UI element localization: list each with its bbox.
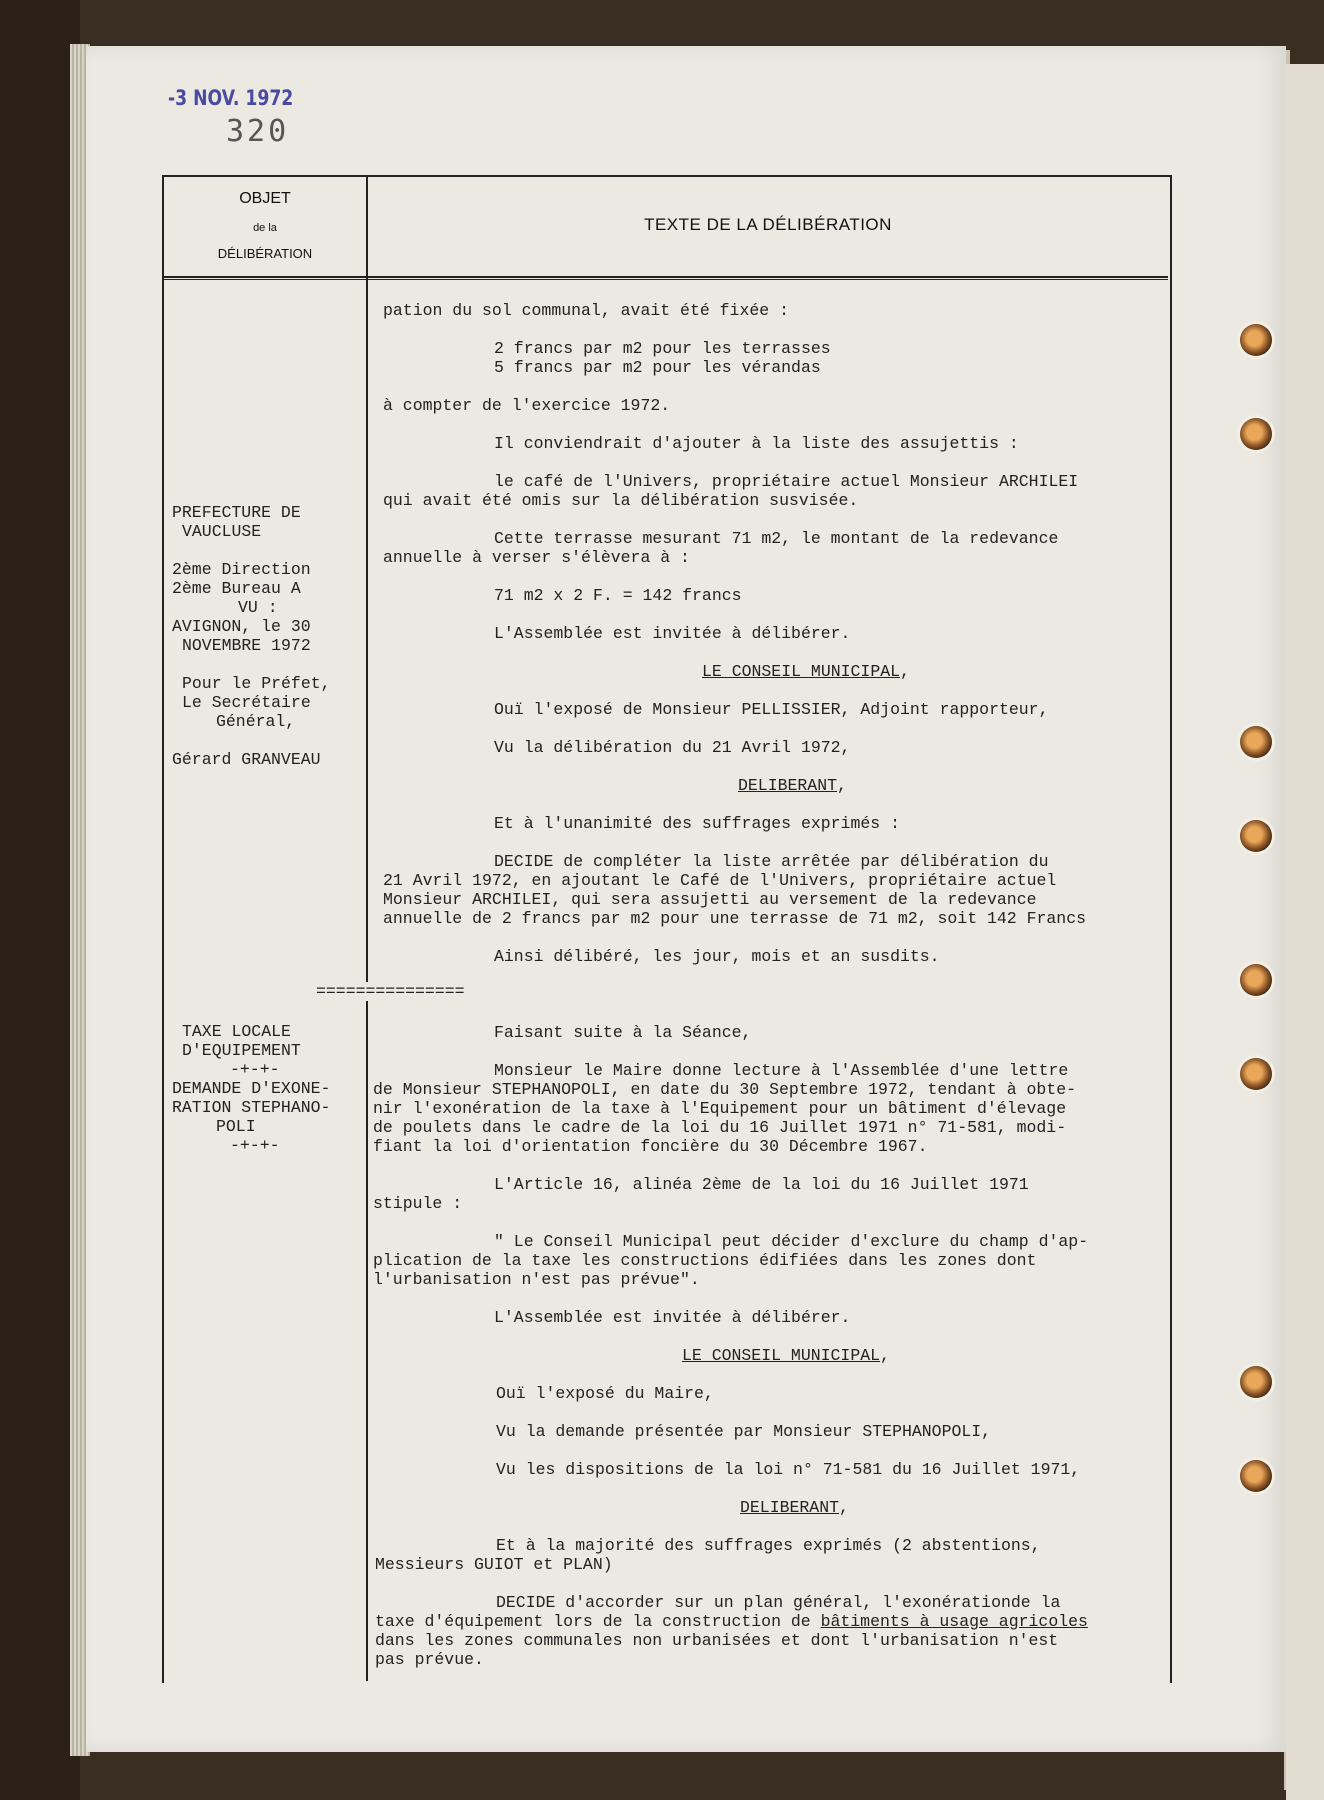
section-separator: =============== [316, 982, 465, 1001]
header-objet: OBJET [239, 190, 291, 207]
punch-hole [1240, 1058, 1272, 1090]
margin-text: Pour le Préfet, [182, 674, 331, 693]
deliberant-heading-text: DELIBERANT [740, 1498, 840, 1517]
margin-text: Général, [216, 712, 296, 731]
body-line: pas prévue. [375, 1650, 484, 1669]
body-line: L'Article 16, alinéa 2ème de la loi du 16 Juillet 1971 [494, 1175, 1029, 1194]
deliberant-heading [740, 1498, 849, 1517]
body-line: L'Assemblée est invitée à délibérer. [494, 624, 851, 643]
council-heading-text: LE CONSEIL MUNICIPAL [682, 1346, 881, 1365]
body-line: Cette terrasse mesurant 71 m2, le montant de la redevance [494, 529, 1059, 548]
body-line: Vu les dispositions de la loi n° 71-581 du 16 Juillet 1971, [496, 1460, 1081, 1479]
next-page-edge [1286, 64, 1324, 1800]
date-stamp: -3 NOV. 1972 [168, 86, 294, 110]
council-heading [682, 1346, 890, 1365]
body-line: de Monsieur STEPHANOPOLI, en date du 30 Septembre 1972, tendant à obte- [373, 1080, 1077, 1099]
body-line: Il conviendrait d'ajouter à la liste des assujettis : [494, 434, 1019, 453]
body-line: 5 francs par m2 pour les vérandas [494, 358, 821, 377]
body-line [375, 1612, 1088, 1631]
punch-hole [1240, 324, 1272, 356]
body-line: 21 Avril 1972, en ajoutant le Café de l'Univers, propriétaire actuel [383, 871, 1057, 890]
header-de-la: de la [253, 222, 277, 234]
page-number-stamp: 320 [226, 114, 290, 149]
council-heading [702, 662, 910, 681]
punch-hole [1240, 1460, 1272, 1492]
body-line: annuelle à verser s'élèvera à : [383, 548, 690, 567]
margin-decoration: -+-+- [230, 1060, 280, 1079]
deliberant-heading [738, 776, 847, 795]
margin-decoration: -+-+- [230, 1136, 280, 1155]
margin-text: POLI [216, 1117, 256, 1136]
body-line: dans les zones communales non urbanisées et dont l'urbanisation n'est [375, 1631, 1059, 1650]
body-line: Et à l'unanimité des suffrages exprimés : [494, 814, 900, 833]
body-line: Monsieur le Maire donne lecture à l'Assemblée d'une lettre [494, 1061, 1069, 1080]
body-line: Faisant suite à la Séance, [494, 1023, 752, 1042]
punch-hole [1240, 418, 1272, 450]
body-line: annuelle de 2 francs par m2 pour une terrasse de 71 m2, soit 142 Francs [383, 909, 1087, 928]
margin-text: RATION STEPHANO- [172, 1098, 331, 1117]
body-line: Ainsi délibéré, les jour, mois et an susdits. [494, 947, 940, 966]
punch-hole [1240, 726, 1272, 758]
margin-text: 2ème Bureau A [172, 579, 301, 598]
body-line: à compter de l'exercice 1972. [383, 396, 671, 415]
body-line: Messieurs GUIOT et PLAN) [375, 1555, 613, 1574]
body-line: plication de la taxe les constructions édifiées dans les zones dont [373, 1251, 1037, 1270]
body-line: 71 m2 x 2 F. = 142 francs [494, 586, 742, 605]
council-heading-comma: , [880, 1346, 890, 1365]
punch-hole [1240, 820, 1272, 852]
body-line: L'Assemblée est invitée à délibérer. [494, 1308, 851, 1327]
margin-text: AVIGNON, le 30 [172, 617, 311, 636]
margin-text: TAXE LOCALE [182, 1022, 291, 1041]
council-heading-text: LE CONSEIL MUNICIPAL [702, 662, 901, 681]
column-divider [366, 177, 368, 1681]
margin-text: DEMANDE D'EXONE- [172, 1079, 331, 1098]
binder-background [0, 0, 80, 1800]
margin-text: VAUCLUSE [182, 522, 262, 541]
deliberant-heading-comma: , [839, 1498, 849, 1517]
underlined-phrase: bâtiments à usage agricoles [820, 1612, 1088, 1631]
body-line: DECIDE de compléter la liste arrêtée par délibération du [494, 852, 1049, 871]
body-line: stipule : [373, 1194, 463, 1213]
body-line: Ouï l'exposé de Monsieur PELLISSIER, Adjoint rapporteur, [494, 700, 1049, 719]
body-line: Monsieur ARCHILEI, qui sera assujetti au versement de la redevance [383, 890, 1037, 909]
body-line: de poulets dans le cadre de la loi du 16 Juillet 1971 n° 71-581, modi- [373, 1118, 1067, 1137]
margin-text: D'EQUIPEMENT [182, 1041, 301, 1060]
punch-hole [1240, 1366, 1272, 1398]
margin-text: PREFECTURE DE [172, 503, 301, 522]
body-line: le café de l'Univers, propriétaire actuel Monsieur ARCHILEI [494, 472, 1079, 491]
header-divider [164, 276, 1168, 280]
deliberant-heading-comma: , [837, 776, 847, 795]
body-line: l'urbanisation n'est pas prévue". [373, 1270, 700, 1289]
header-texte: TEXTE DE LA DÉLIBÉRATION [644, 215, 892, 234]
body-line-text: taxe d'équipement lors de la construction de [375, 1612, 821, 1631]
body-line: Vu la demande présentée par Monsieur STEPHANOPOLI, [496, 1422, 992, 1441]
margin-text: NOVEMBRE 1972 [182, 636, 311, 655]
body-line: DECIDE d'accorder sur un plan général, l'exonérationde la [496, 1593, 1061, 1612]
deliberant-heading-text: DELIBERANT [738, 776, 838, 795]
council-heading-comma: , [900, 662, 910, 681]
body-line: 2 francs par m2 pour les terrasses [494, 339, 831, 358]
header-deliberation: DÉLIBÉRATION [217, 246, 313, 261]
body-line: fiant la loi d'orientation foncière du 30 Décembre 1967. [373, 1137, 928, 1156]
body-line: Vu la délibération du 21 Avril 1972, [494, 738, 851, 757]
body-line: nir l'exonération de la taxe à l'Equipement pour un bâtiment d'élevage [373, 1099, 1067, 1118]
margin-text: Le Secrétaire [182, 693, 311, 712]
margin-text: 2ème Direction [172, 560, 311, 579]
margin-text: VU : [238, 598, 278, 617]
body-line: " Le Conseil Municipal peut décider d'exclure du champ d'ap- [494, 1232, 1089, 1251]
body-line: Et à la majorité des suffrages exprimés (2 abstentions, [496, 1536, 1041, 1555]
body-line: pation du sol communal, avait été fixée : [383, 301, 789, 320]
punch-hole [1240, 964, 1272, 996]
body-line: Ouï l'exposé du Maire, [496, 1384, 714, 1403]
body-line: qui avait été omis sur la délibération susvisée. [383, 491, 859, 510]
margin-signatory: Gérard GRANVEAU [172, 750, 321, 769]
